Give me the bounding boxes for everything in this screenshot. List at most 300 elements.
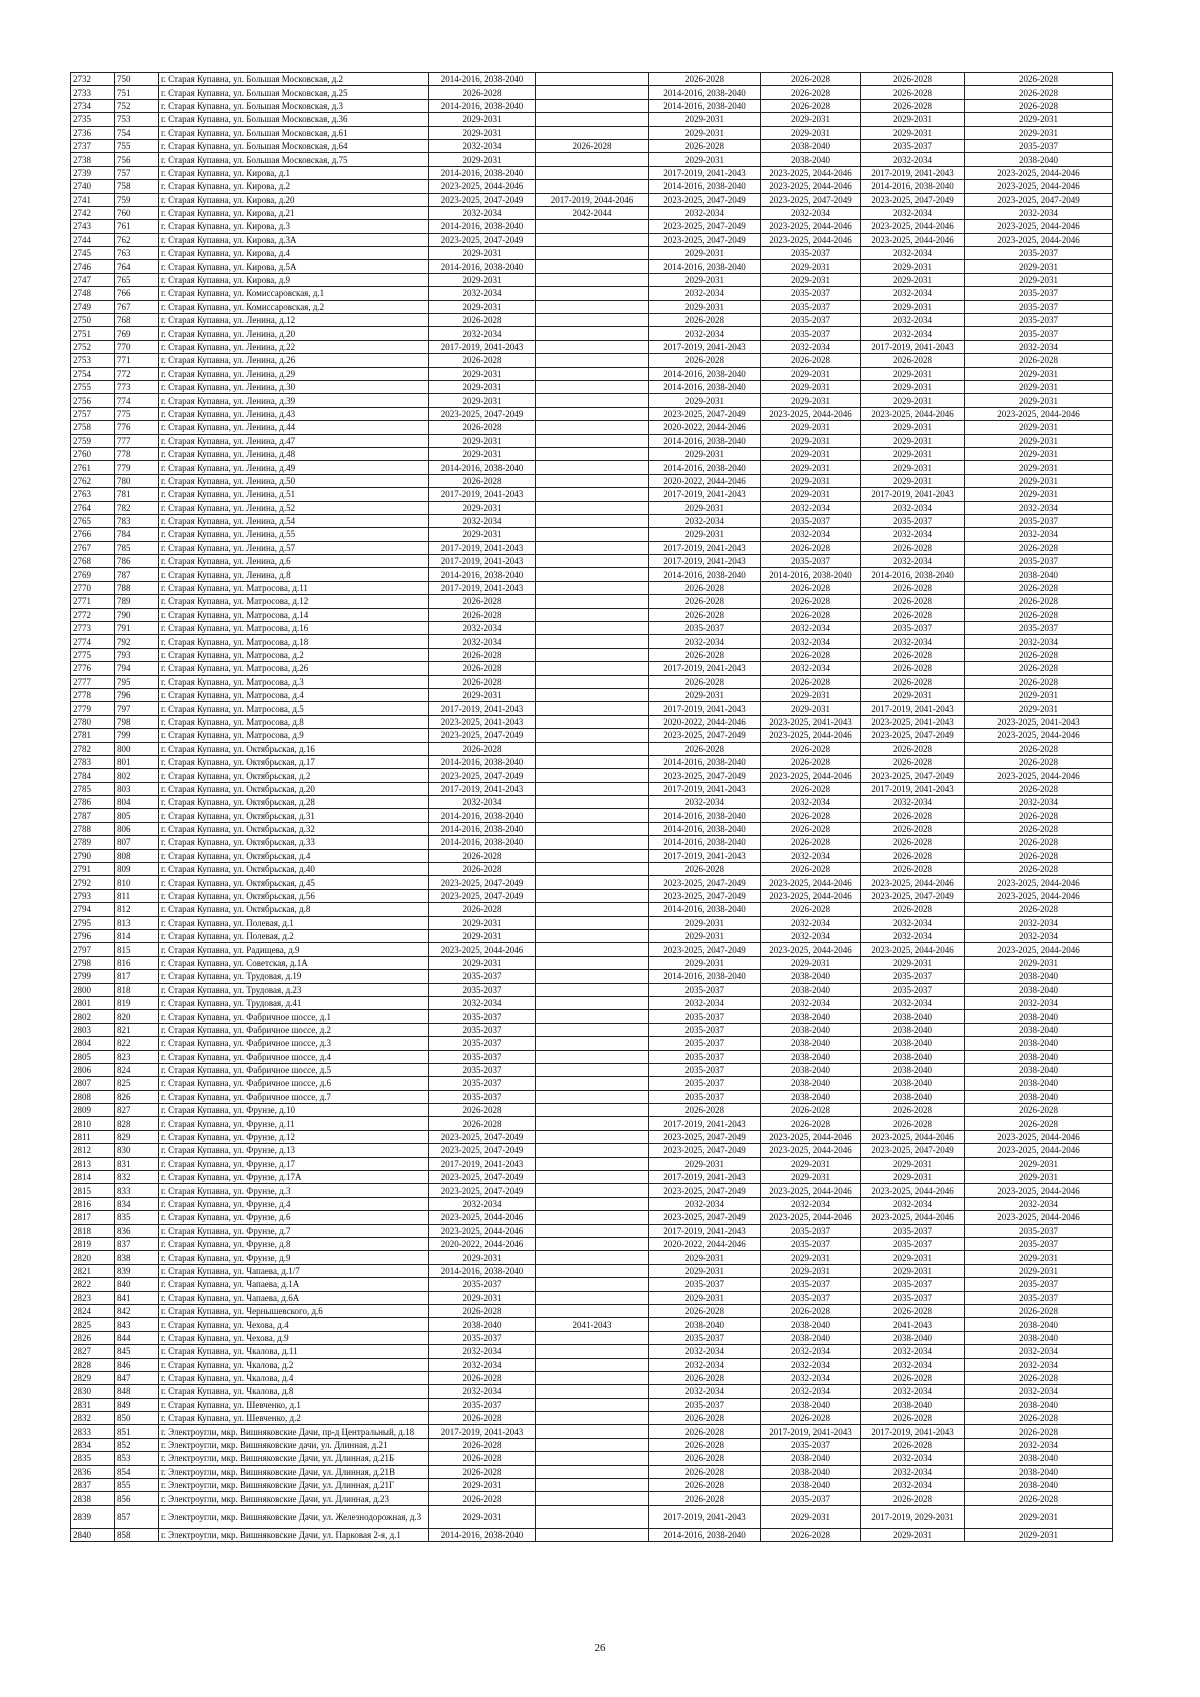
repair-period-3-cell: 2026-2028 [649,1452,761,1465]
repair-period-5-cell: 2038-2040 [861,1331,965,1344]
building-number-cell: 839 [115,1264,159,1277]
repair-period-5-cell: 2038-2040 [861,1023,965,1036]
repair-period-6-cell: 2026-2028 [965,595,1113,608]
address-cell: г. Старая Купавна, ул. Большая Московская, д.75 [159,153,429,166]
repair-period-1-cell: 2026-2028 [429,849,536,862]
repair-period-5-cell: 2026-2028 [861,755,965,768]
repair-period-1-cell: 2032-2034 [429,514,536,527]
row-number-cell: 2745 [71,247,115,260]
building-number-cell: 767 [115,300,159,313]
repair-period-4-cell: 2026-2028 [761,675,861,688]
repair-period-6-cell: 2026-2028 [965,608,1113,621]
repair-period-2-cell [536,300,649,313]
repair-period-2-cell [536,715,649,728]
address-cell: г. Старая Купавна, ул. Октябрьская, д.31 [159,809,429,822]
repair-period-2-cell [536,729,649,742]
repair-period-5-cell: 2032-2034 [861,247,965,260]
address-cell: г. Электроугли, мкр. Вишняковские Дачи, ул. Длинная, д.21В [159,1465,429,1478]
repair-period-5-cell: 2029-2031 [861,688,965,701]
repair-period-2-cell [536,474,649,487]
row-number-cell: 2838 [71,1492,115,1505]
repair-period-2-cell [536,916,649,929]
repair-period-6-cell: 2026-2028 [965,755,1113,768]
repair-period-4-cell: 2032-2034 [761,930,861,943]
row-number-cell: 2797 [71,943,115,956]
repair-period-3-cell: 2014-2016, 2038-2040 [649,755,761,768]
repair-period-5-cell: 2032-2034 [861,1465,965,1478]
repair-period-6-cell: 2032-2034 [965,1385,1113,1398]
repair-period-2-cell [536,1171,649,1184]
repair-period-2-cell: 2042-2044 [536,206,649,219]
repair-period-5-cell: 2032-2034 [861,930,965,943]
table-row [71,1237,1113,1250]
address-cell: г. Старая Купавна, ул. Советская, д.1А [159,956,429,969]
repair-period-1-cell: 2014-2016, 2038-2040 [429,461,536,474]
repair-period-3-cell: 2029-2031 [649,1251,761,1264]
address-cell: г. Старая Купавна, ул. Трудовая, д.41 [159,996,429,1009]
repair-period-5-cell: 2023-2025, 2047-2049 [861,729,965,742]
repair-period-3-cell: 2026-2028 [649,863,761,876]
table-row [71,555,1113,568]
repair-period-4-cell: 2035-2037 [761,1291,861,1304]
repair-period-1-cell: 2029-2031 [429,300,536,313]
repair-period-3-cell: 2026-2028 [649,354,761,367]
address-cell: г. Старая Купавна, ул. Фабричное шоссе, д.3 [159,1037,429,1050]
row-number-cell: 2763 [71,488,115,501]
repair-period-1-cell: 2026-2028 [429,354,536,367]
repair-period-1-cell: 2017-2019, 2041-2043 [429,702,536,715]
address-cell: г. Старая Купавна, ул. Трудовая, д.23 [159,983,429,996]
repair-period-5-cell: 2026-2028 [861,809,965,822]
table-row [71,407,1113,420]
repair-period-6-cell: 2032-2034 [965,1197,1113,1210]
row-number-cell: 2734 [71,99,115,112]
repair-period-3-cell: 2026-2028 [649,1412,761,1425]
row-number-cell: 2809 [71,1104,115,1117]
table-row [71,126,1113,139]
address-cell: г. Старая Купавна, ул. Ленина, д.8 [159,568,429,581]
repair-period-3-cell: 2023-2025, 2047-2049 [649,876,761,889]
repair-period-1-cell: 2026-2028 [429,421,536,434]
building-number-cell: 838 [115,1251,159,1264]
address-cell: г. Старая Купавна, ул. Матросова, д.8 [159,715,429,728]
address-cell: г. Старая Купавна, ул. Кирова, д.3А [159,233,429,246]
table-row [71,139,1113,152]
repair-period-3-cell: 2014-2016, 2038-2040 [649,461,761,474]
repair-period-3-cell: 2014-2016, 2038-2040 [649,86,761,99]
address-cell: г. Старая Купавна, ул. Октябрьская, д.32 [159,822,429,835]
repair-period-5-cell: 2026-2028 [861,595,965,608]
repair-period-3-cell: 2026-2028 [649,1479,761,1492]
row-number-cell: 2783 [71,755,115,768]
repair-period-4-cell: 2038-2040 [761,1050,861,1063]
repair-period-1-cell: 2023-2025, 2047-2049 [429,193,536,206]
repair-period-4-cell: 2026-2028 [761,742,861,755]
address-cell: г. Старая Купавна, ул. Большая Московская, д.2 [159,73,429,86]
repair-period-1-cell: 2020-2022, 2044-2046 [429,1237,536,1250]
repair-period-5-cell: 2014-2016, 2038-2040 [861,568,965,581]
repair-period-3-cell: 2026-2028 [649,1465,761,1478]
table-row [71,956,1113,969]
building-number-cell: 786 [115,555,159,568]
address-cell: г. Старая Купавна, ул. Кирова, д.1 [159,166,429,179]
repair-period-6-cell: 2026-2028 [965,581,1113,594]
repair-period-1-cell: 2017-2019, 2041-2043 [429,555,536,568]
repair-period-3-cell: 2029-2031 [649,273,761,286]
repair-period-4-cell: 2035-2037 [761,1278,861,1291]
repair-period-1-cell: 2026-2028 [429,86,536,99]
building-number-cell: 804 [115,796,159,809]
repair-period-3-cell: 2026-2028 [649,139,761,152]
repair-period-1-cell: 2035-2037 [429,1063,536,1076]
repair-period-6-cell: 2026-2028 [965,1104,1113,1117]
repair-period-5-cell: 2032-2034 [861,1358,965,1371]
building-number-cell: 756 [115,153,159,166]
repair-period-4-cell: 2035-2037 [761,555,861,568]
table-row [71,996,1113,1009]
repair-period-5-cell: 2023-2025, 2044-2046 [861,233,965,246]
address-cell: г. Старая Купавна, ул. Комиссаровская, д.1 [159,287,429,300]
repair-period-1-cell: 2026-2028 [429,1371,536,1384]
repair-period-1-cell: 2017-2019, 2041-2043 [429,541,536,554]
row-number-cell: 2829 [71,1371,115,1384]
repair-period-1-cell: 2026-2028 [429,1465,536,1478]
repair-period-3-cell: 2023-2025, 2047-2049 [649,729,761,742]
repair-period-6-cell: 2035-2037 [965,1224,1113,1237]
repair-period-4-cell: 2023-2025, 2044-2046 [761,166,861,179]
repair-period-2-cell [536,742,649,755]
row-number-cell: 2823 [71,1291,115,1304]
repair-period-6-cell: 2026-2028 [965,1371,1113,1384]
table-row [71,1010,1113,1023]
repair-period-1-cell: 2026-2028 [429,474,536,487]
repair-period-1-cell: 2029-2031 [429,434,536,447]
repair-period-6-cell: 2029-2031 [965,434,1113,447]
building-number-cell: 815 [115,943,159,956]
repair-period-3-cell: 2035-2037 [649,622,761,635]
repair-period-5-cell: 2032-2034 [861,314,965,327]
repair-period-3-cell: 2038-2040 [649,1318,761,1331]
repair-period-3-cell: 2017-2019, 2041-2043 [649,1224,761,1237]
building-number-cell: 799 [115,729,159,742]
repair-period-4-cell: 2038-2040 [761,1318,861,1331]
repair-period-5-cell: 2035-2037 [861,622,965,635]
building-number-cell: 785 [115,541,159,554]
address-cell: г. Старая Купавна, ул. Ленина, д.43 [159,407,429,420]
repair-period-5-cell: 2032-2034 [861,635,965,648]
repair-period-6-cell: 2032-2034 [965,206,1113,219]
repair-period-1-cell: 2035-2037 [429,1077,536,1090]
repair-period-4-cell: 2035-2037 [761,514,861,527]
table-row [71,501,1113,514]
row-number-cell: 2753 [71,354,115,367]
row-number-cell: 2831 [71,1398,115,1411]
repair-period-1-cell: 2017-2019, 2041-2043 [429,581,536,594]
repair-period-1-cell: 2026-2028 [429,595,536,608]
table-row [71,622,1113,635]
repair-period-2-cell [536,501,649,514]
repair-period-2-cell [536,1251,649,1264]
table-row [71,314,1113,327]
address-cell: г. Старая Купавна, ул. Ленина, д.52 [159,501,429,514]
repair-period-4-cell: 2032-2034 [761,1385,861,1398]
repair-period-2-cell [536,1077,649,1090]
repair-period-2-cell [536,688,649,701]
repair-period-1-cell: 2026-2028 [429,1412,536,1425]
repair-period-3-cell: 2029-2031 [649,916,761,929]
repair-period-6-cell: 2032-2034 [965,796,1113,809]
repair-period-3-cell: 2014-2016, 2038-2040 [649,180,761,193]
repair-period-6-cell: 2026-2028 [965,675,1113,688]
repair-period-2-cell [536,1157,649,1170]
repair-period-2-cell [536,1304,649,1317]
repair-period-3-cell: 2023-2025, 2047-2049 [649,220,761,233]
repair-period-3-cell: 2017-2019, 2041-2043 [649,849,761,862]
repair-period-4-cell: 2038-2040 [761,153,861,166]
table-row [71,930,1113,943]
table-row [71,474,1113,487]
address-cell: г. Старая Купавна, ул. Ленина, д.47 [159,434,429,447]
table-row [71,488,1113,501]
repair-period-2-cell [536,1197,649,1210]
repair-period-5-cell: 2023-2025, 2041-2043 [861,715,965,728]
row-number-cell: 2754 [71,367,115,380]
building-number-cell: 773 [115,380,159,393]
repair-period-2-cell [536,1505,649,1528]
repair-period-6-cell: 2029-2031 [965,380,1113,393]
repair-period-6-cell: 2026-2028 [965,1304,1113,1317]
table-row [71,648,1113,661]
repair-period-2-cell [536,796,649,809]
repair-period-3-cell: 2017-2019, 2041-2043 [649,1117,761,1130]
row-number-cell: 2786 [71,796,115,809]
row-number-cell: 2820 [71,1251,115,1264]
building-number-cell: 782 [115,501,159,514]
repair-period-1-cell: 2035-2037 [429,970,536,983]
repair-period-3-cell: 2026-2028 [649,675,761,688]
row-number-cell: 2794 [71,903,115,916]
building-number-cell: 856 [115,1492,159,1505]
repair-period-6-cell: 2038-2040 [965,1479,1113,1492]
repair-period-3-cell: 2017-2019, 2041-2043 [649,702,761,715]
repair-period-1-cell: 2023-2025, 2047-2049 [429,889,536,902]
repair-period-2-cell [536,568,649,581]
repair-period-4-cell: 2035-2037 [761,1492,861,1505]
repair-period-1-cell: 2026-2028 [429,903,536,916]
address-cell: г. Старая Купавна, ул. Комиссаровская, д.2 [159,300,429,313]
address-cell: г. Старая Купавна, ул. Кирова, д.9 [159,273,429,286]
repair-period-1-cell: 2029-2031 [429,956,536,969]
repair-period-2-cell [536,970,649,983]
repair-period-2-cell [536,1358,649,1371]
repair-period-6-cell: 2032-2034 [965,528,1113,541]
table-row [71,354,1113,367]
repair-period-4-cell: 2032-2034 [761,1358,861,1371]
repair-period-3-cell: 2032-2034 [649,206,761,219]
repair-period-3-cell: 2035-2037 [649,1331,761,1344]
repair-period-1-cell: 2014-2016, 2038-2040 [429,822,536,835]
repair-period-3-cell: 2032-2034 [649,327,761,340]
repair-period-4-cell: 2023-2025, 2044-2046 [761,233,861,246]
repair-period-5-cell: 2017-2019, 2041-2043 [861,702,965,715]
repair-period-4-cell: 2035-2037 [761,1438,861,1451]
repair-period-4-cell: 2026-2028 [761,1412,861,1425]
repair-period-4-cell: 2029-2031 [761,126,861,139]
address-cell: г. Старая Купавна, ул. Кирова, д.2 [159,180,429,193]
repair-period-6-cell: 2035-2037 [965,1291,1113,1304]
repair-period-6-cell: 2032-2034 [965,1438,1113,1451]
repair-period-5-cell: 2026-2028 [861,849,965,862]
repair-period-4-cell: 2029-2031 [761,394,861,407]
repair-period-6-cell: 2032-2034 [965,1358,1113,1371]
row-number-cell: 2732 [71,73,115,86]
repair-period-4-cell: 2038-2040 [761,1063,861,1076]
building-number-cell: 798 [115,715,159,728]
table-row [71,1050,1113,1063]
repair-period-6-cell: 2029-2031 [965,260,1113,273]
building-number-cell: 763 [115,247,159,260]
repair-period-4-cell: 2029-2031 [761,434,861,447]
row-number-cell: 2750 [71,314,115,327]
address-cell: г. Старая Купавна, ул. Фабричное шоссе, д.4 [159,1050,429,1063]
repair-period-1-cell: 2032-2034 [429,1197,536,1210]
repair-period-5-cell: 2029-2031 [861,461,965,474]
table-row [71,528,1113,541]
repair-period-2-cell: 2026-2028 [536,139,649,152]
repair-period-4-cell: 2014-2016, 2038-2040 [761,568,861,581]
repair-period-4-cell: 2035-2037 [761,1224,861,1237]
repair-period-2-cell [536,1291,649,1304]
address-cell: г. Старая Купавна, ул. Фабричное шоссе, д.5 [159,1063,429,1076]
address-cell: г. Старая Купавна, ул. Фрунзе, д.3 [159,1184,429,1197]
building-number-cell: 790 [115,608,159,621]
repair-period-6-cell: 2035-2037 [965,300,1113,313]
row-number-cell: 2789 [71,836,115,849]
table-row [71,1037,1113,1050]
repair-period-4-cell: 2038-2040 [761,1023,861,1036]
table-row [71,166,1113,179]
table-row [71,113,1113,126]
repair-period-3-cell: 2029-2031 [649,528,761,541]
repair-period-3-cell: 2017-2019, 2041-2043 [649,662,761,675]
repair-period-2-cell [536,541,649,554]
repair-period-5-cell: 2038-2040 [861,1050,965,1063]
building-number-cell: 847 [115,1371,159,1384]
table-row [71,1465,1113,1478]
repair-period-2-cell [536,1130,649,1143]
table-row [71,836,1113,849]
repair-period-2-cell [536,86,649,99]
building-number-cell: 761 [115,220,159,233]
address-cell: г. Старая Купавна, ул. Октябрьская, д.4 [159,849,429,862]
address-cell: г. Старая Купавна, ул. Матросова, д.9 [159,729,429,742]
repair-period-5-cell: 2017-2019, 2041-2043 [861,1425,965,1438]
table-row [71,769,1113,782]
row-number-cell: 2761 [71,461,115,474]
address-cell: г. Старая Купавна, ул. Ленина, д.20 [159,327,429,340]
building-number-cell: 787 [115,568,159,581]
address-cell: г. Старая Купавна, ул. Фрунзе, д.6 [159,1211,429,1224]
table-row [71,1452,1113,1465]
repair-period-4-cell: 2038-2040 [761,1479,861,1492]
repair-period-6-cell: 2029-2031 [965,126,1113,139]
building-number-cell: 826 [115,1090,159,1103]
repair-period-3-cell: 2029-2031 [649,447,761,460]
table-row [71,822,1113,835]
row-number-cell: 2747 [71,273,115,286]
repair-period-4-cell: 2032-2034 [761,1345,861,1358]
repair-period-4-cell: 2023-2025, 2044-2046 [761,943,861,956]
repair-period-6-cell: 2029-2031 [965,367,1113,380]
repair-period-4-cell: 2026-2028 [761,541,861,554]
repair-period-6-cell: 2023-2025, 2041-2043 [965,715,1113,728]
repair-period-2-cell [536,608,649,621]
repair-period-5-cell: 2026-2028 [861,648,965,661]
repair-period-1-cell: 2023-2025, 2047-2049 [429,1171,536,1184]
repair-period-3-cell: 2032-2034 [649,287,761,300]
repair-period-6-cell: 2023-2025, 2044-2046 [965,220,1113,233]
repair-period-6-cell: 2026-2028 [965,1492,1113,1505]
repair-period-4-cell: 2026-2028 [761,809,861,822]
repair-period-1-cell: 2032-2034 [429,206,536,219]
repair-period-4-cell: 2023-2025, 2044-2046 [761,769,861,782]
repair-period-2-cell [536,1117,649,1130]
address-cell: г. Старая Купавна, ул. Фрунзе, д.9 [159,1251,429,1264]
repair-period-2-cell [536,126,649,139]
repair-period-5-cell: 2026-2028 [861,742,965,755]
repair-period-3-cell: 2029-2031 [649,126,761,139]
repair-period-5-cell: 2035-2037 [861,1237,965,1250]
table-row [71,635,1113,648]
building-number-cell: 760 [115,206,159,219]
row-number-cell: 2830 [71,1385,115,1398]
address-cell: г. Старая Купавна, ул. Полевая, д.1 [159,916,429,929]
repair-period-3-cell: 2023-2025, 2047-2049 [649,193,761,206]
repair-period-1-cell: 2029-2031 [429,247,536,260]
address-cell: г. Старая Купавна, ул. Ленина, д.30 [159,380,429,393]
repair-period-3-cell: 2017-2019, 2041-2043 [649,541,761,554]
repair-period-1-cell: 2014-2016, 2038-2040 [429,755,536,768]
repair-period-6-cell: 2029-2031 [965,1264,1113,1277]
address-cell: г. Старая Купавна, ул. Кирова, д.20 [159,193,429,206]
address-cell: г. Старая Купавна, ул. Большая Московская, д.64 [159,139,429,152]
repair-period-3-cell: 2032-2034 [649,1358,761,1371]
repair-period-6-cell: 2026-2028 [965,354,1113,367]
address-cell: г. Электроугли, мкр. Вишняковские дачи, ул. Длинная, д.21 [159,1438,429,1451]
repair-period-6-cell: 2035-2037 [965,1237,1113,1250]
repair-period-5-cell: 2029-2031 [861,1264,965,1277]
repair-period-4-cell: 2032-2034 [761,340,861,353]
table-row [71,1197,1113,1210]
repair-period-3-cell: 2026-2028 [649,1492,761,1505]
building-number-cell: 771 [115,354,159,367]
building-number-cell: 777 [115,434,159,447]
repair-period-4-cell: 2026-2028 [761,836,861,849]
repair-period-5-cell: 2023-2025, 2044-2046 [861,1184,965,1197]
repair-period-5-cell: 2032-2034 [861,1385,965,1398]
repair-period-6-cell: 2023-2025, 2044-2046 [965,1211,1113,1224]
repair-period-6-cell: 2023-2025, 2044-2046 [965,876,1113,889]
repair-period-2-cell [536,769,649,782]
repair-period-4-cell: 2032-2034 [761,622,861,635]
repair-period-2-cell [536,514,649,527]
repair-period-6-cell: 2023-2025, 2044-2046 [965,407,1113,420]
repair-period-3-cell: 2032-2034 [649,1197,761,1210]
register-sheet [70,72,1112,1542]
repair-period-5-cell: 2026-2028 [861,675,965,688]
repair-period-3-cell: 2032-2034 [649,1385,761,1398]
address-cell: г. Старая Купавна, ул. Ленина, д.48 [159,447,429,460]
